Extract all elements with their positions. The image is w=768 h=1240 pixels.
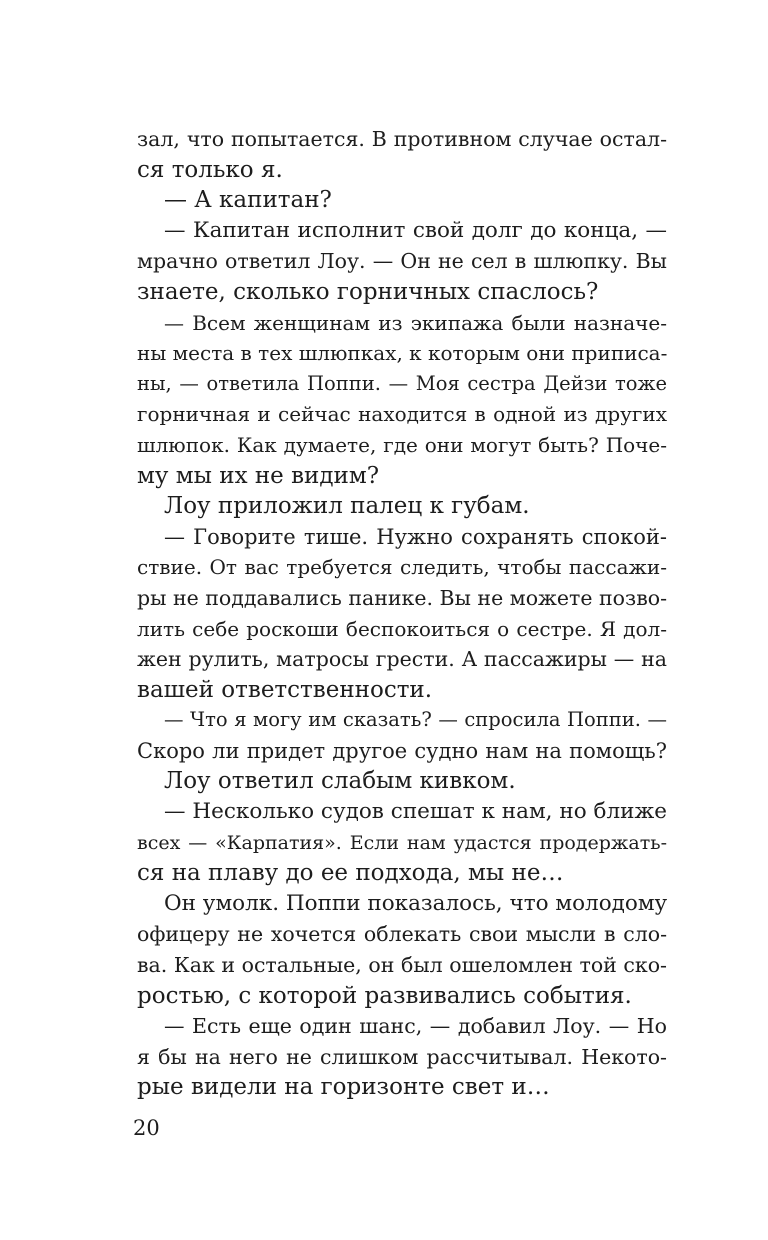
text-line: ны, — ответила Поппи. — Моя сестра Дейзи тоже	[137, 371, 667, 395]
text-line: зал, что попытается. В противном случае остал-	[137, 127, 667, 151]
text-line: офицеру не хочется облекать свои мысли в сло-	[137, 922, 667, 947]
text-line: ствие. От вас требуется следить, чтобы пассажи-	[137, 555, 667, 580]
text-line: Лоу приложил палец к губам.	[164, 493, 530, 520]
text-line: — Всем женщинам из экипажа были назначе-	[164, 310, 667, 335]
text-line: ся только я.	[137, 156, 283, 183]
text-line: — Есть еще один шанс, — добавил Лоу. — Но	[164, 1014, 667, 1039]
text-line: лить себе роскоши беспокоиться о сестре. Я дол-	[137, 616, 667, 641]
text-line: — Несколько судов спешат к нам, но ближе	[164, 799, 667, 825]
text-line: знаете, сколько горничных спаслось?	[137, 278, 599, 305]
text-line: горничная и сейчас находится в одной из других	[137, 402, 667, 427]
text-line: Лоу ответил слабым кивком.	[164, 768, 516, 795]
text-line: — Говорите тише. Нужно сохранять спокой-	[164, 524, 667, 549]
text-line: — Что я могу им сказать? — спросила Поппи. —	[164, 708, 667, 732]
text-line: рые видели на горизонте свет и…	[137, 1074, 550, 1101]
text-line: Он умолк. Поппи показалось, что молодому	[164, 890, 667, 916]
text-line: я бы на него не слишком рассчитывал. Некото-	[137, 1044, 667, 1069]
text-line: мрачно ответил Лоу. — Он не сел в шлюпку. Вы	[137, 249, 667, 274]
page-number: 20	[133, 1116, 160, 1140]
text-line: — А капитан?	[164, 187, 332, 214]
text-line: ны места в тех шлюпках, к которым они приписа-	[137, 341, 667, 366]
text-line: му мы их не видим?	[137, 462, 380, 489]
text-line: ры не поддавались панике. Вы не можете позво-	[137, 585, 667, 610]
text-line: Скоро ли придет другое судно нам на помощь?	[137, 738, 667, 763]
text-line: вашей ответственности.	[137, 676, 433, 703]
body-text	[137, 124, 667, 1103]
text-line: — Капитан исполнит свой долг до конца, —	[164, 217, 667, 243]
text-line: всех — «Карпатия». Если нам удастся продержать-	[137, 831, 667, 854]
text-line: ростью, с которой развивались события.	[137, 982, 632, 1009]
text-line: ся на плаву до ее подхода, мы не…	[137, 860, 564, 887]
text-line: жен рулить, матросы грести. А пассажиры — на	[137, 647, 667, 672]
text-line: шлюпок. Как думаете, где они могут быть? Поче-	[137, 432, 667, 457]
text-line: ва. Как и остальные, он был ошеломлен той ско-	[137, 953, 667, 978]
